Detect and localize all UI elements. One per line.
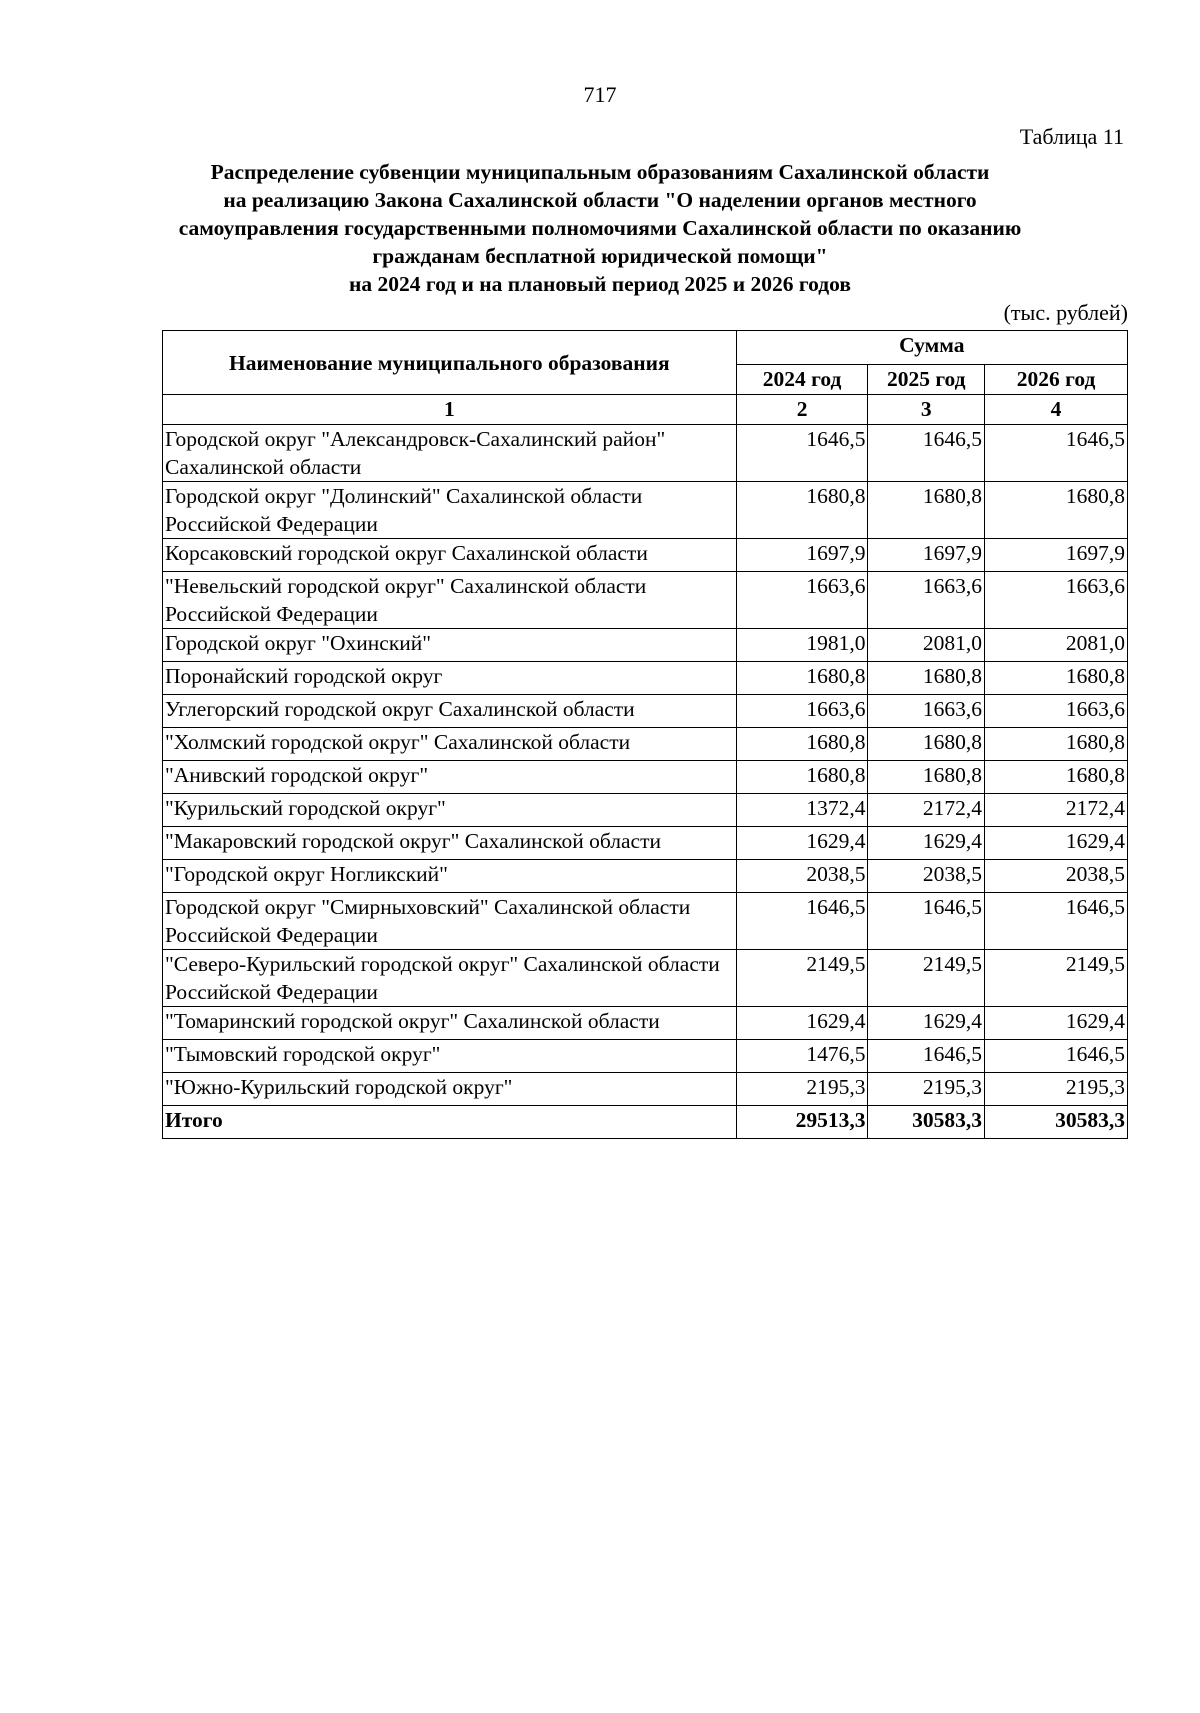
value-2026: 1646,5 <box>985 425 1128 482</box>
municipality-name: "Макаровский городской округ" Сахалинской области <box>163 827 737 860</box>
value-2024: 1680,8 <box>736 482 868 539</box>
value-2024: 1697,9 <box>736 539 868 572</box>
header-sum: Сумма <box>736 331 1127 365</box>
value-2024: 1629,4 <box>736 1007 868 1040</box>
value-2026: 1646,5 <box>985 1040 1128 1073</box>
municipality-name: Городской округ "Долинский" Сахалинской области Российской Федерации <box>163 482 737 539</box>
municipality-name: "Анивский городской округ" <box>163 761 737 794</box>
municipality-name: Городской округ "Охинский" <box>163 629 737 662</box>
value-2025: 1680,8 <box>868 662 985 695</box>
value-2025: 1629,4 <box>868 827 985 860</box>
header-year-2026: 2026 год <box>985 365 1128 395</box>
title-line: Распределение субвенции муниципальным образованиям Сахалинской области <box>210 160 990 184</box>
units-label: (тыс. рублей) <box>1003 300 1128 325</box>
value-2025: 1680,8 <box>868 761 985 794</box>
title-line: гражданам бесплатной юридической помощи" <box>372 244 828 268</box>
value-2025: 1663,6 <box>868 572 985 629</box>
table-row <box>163 572 1128 629</box>
header-year-2024: 2024 год <box>736 365 868 395</box>
table-row <box>163 728 1128 761</box>
value-2025: 1646,5 <box>868 893 985 950</box>
table-row <box>163 1073 1128 1106</box>
municipality-name: "Холмский городской округ" Сахалинской области <box>163 728 737 761</box>
column-number: 2 <box>736 395 868 425</box>
municipality-name: "Невельский городской округ" Сахалинской области Российской Федерации <box>163 572 737 629</box>
value-2025: 1663,6 <box>868 695 985 728</box>
value-2026: 1680,8 <box>985 761 1128 794</box>
value-2026: 2149,5 <box>985 950 1128 1007</box>
table-row <box>163 794 1128 827</box>
value-2026: 1680,8 <box>985 482 1128 539</box>
value-2024: 2195,3 <box>736 1073 868 1106</box>
value-2024: 1646,5 <box>736 893 868 950</box>
municipality-name: Корсаковский городской округ Сахалинской области <box>163 539 737 572</box>
document-title <box>140 158 1060 298</box>
municipality-name: "Северо-Курильский городской округ" Сахалинской области Российской Федерации <box>163 950 737 1007</box>
value-2026: 1646,5 <box>985 893 1128 950</box>
page-number: 717 <box>583 82 617 107</box>
title-line: на 2024 год и на плановый период 2025 и 2026 годов <box>349 272 851 296</box>
table-row <box>163 950 1128 1007</box>
value-2024: 1680,8 <box>736 662 868 695</box>
value-2024: 1476,5 <box>736 1040 868 1073</box>
header-year-2025: 2025 год <box>868 365 985 395</box>
column-number: 1 <box>163 395 737 425</box>
value-2024: 1663,6 <box>736 695 868 728</box>
table-row <box>163 662 1128 695</box>
value-2026: 1680,8 <box>985 728 1128 761</box>
value-2025: 1697,9 <box>868 539 985 572</box>
value-2025: 2081,0 <box>868 629 985 662</box>
table-row <box>163 860 1128 893</box>
subvention-table <box>162 330 1128 1139</box>
value-2026: 2038,5 <box>985 860 1128 893</box>
column-number: 4 <box>985 395 1128 425</box>
value-2026: 1629,4 <box>985 1007 1128 1040</box>
value-2026: 1697,9 <box>985 539 1128 572</box>
municipality-name: "Городской округ Ногликский" <box>163 860 737 893</box>
value-2025: 2038,5 <box>868 860 985 893</box>
table-body <box>163 425 1128 1139</box>
table-row <box>163 425 1128 482</box>
value-2025: 1646,5 <box>868 425 985 482</box>
table-row <box>163 1007 1128 1040</box>
municipality-name: Поронайский городской округ <box>163 662 737 695</box>
municipality-name: "Тымовский городской округ" <box>163 1040 737 1073</box>
value-2024: 1663,6 <box>736 572 868 629</box>
title-line: на реализацию Закона Сахалинской области "О наделении органов местного <box>223 188 977 212</box>
table-row <box>163 1040 1128 1073</box>
value-2024: 2149,5 <box>736 950 868 1007</box>
municipality-name: "Курильский городской округ" <box>163 794 737 827</box>
municipality-name: Углегорский городской округ Сахалинской области <box>163 695 737 728</box>
value-2025: 1680,8 <box>868 482 985 539</box>
value-2024: 1629,4 <box>736 827 868 860</box>
value-2026: 1680,8 <box>985 662 1128 695</box>
municipality-name: Городской округ "Александровск-Сахалинский район" Сахалинской области <box>163 425 737 482</box>
table-row <box>163 827 1128 860</box>
value-2026: 1663,6 <box>985 572 1128 629</box>
table-row <box>163 893 1128 950</box>
total-label: Итого <box>163 1106 737 1139</box>
value-2024: 1680,8 <box>736 728 868 761</box>
total-2026: 30583,3 <box>985 1106 1128 1139</box>
table-row <box>163 761 1128 794</box>
total-row <box>163 1106 1128 1139</box>
value-2026: 2195,3 <box>985 1073 1128 1106</box>
value-2024: 1372,4 <box>736 794 868 827</box>
value-2025: 2172,4 <box>868 794 985 827</box>
value-2026: 2172,4 <box>985 794 1128 827</box>
table-row <box>163 629 1128 662</box>
value-2025: 2195,3 <box>868 1073 985 1106</box>
total-2025: 30583,3 <box>868 1106 985 1139</box>
table-row <box>163 482 1128 539</box>
value-2024: 2038,5 <box>736 860 868 893</box>
value-2026: 1629,4 <box>985 827 1128 860</box>
value-2025: 2149,5 <box>868 950 985 1007</box>
title-line: самоуправления государственными полномочиями Сахалинской области по оказанию <box>178 216 1022 240</box>
header-name: Наименование муниципального образования <box>163 331 737 395</box>
table-row <box>163 695 1128 728</box>
value-2024: 1646,5 <box>736 425 868 482</box>
value-2025: 1629,4 <box>868 1007 985 1040</box>
value-2026: 2081,0 <box>985 629 1128 662</box>
value-2024: 1981,0 <box>736 629 868 662</box>
value-2025: 1680,8 <box>868 728 985 761</box>
table-row <box>163 539 1128 572</box>
column-number: 3 <box>868 395 985 425</box>
value-2025: 1646,5 <box>868 1040 985 1073</box>
value-2024: 1680,8 <box>736 761 868 794</box>
value-2026: 1663,6 <box>985 695 1128 728</box>
table-label: Таблица 11 <box>1019 124 1124 149</box>
municipality-name: Городской округ "Смирныховский" Сахалинской области Российской Федерации <box>163 893 737 950</box>
municipality-name: "Томаринский городской округ" Сахалинской области <box>163 1007 737 1040</box>
municipality-name: "Южно-Курильский городской округ" <box>163 1073 737 1106</box>
total-2024: 29513,3 <box>736 1106 868 1139</box>
